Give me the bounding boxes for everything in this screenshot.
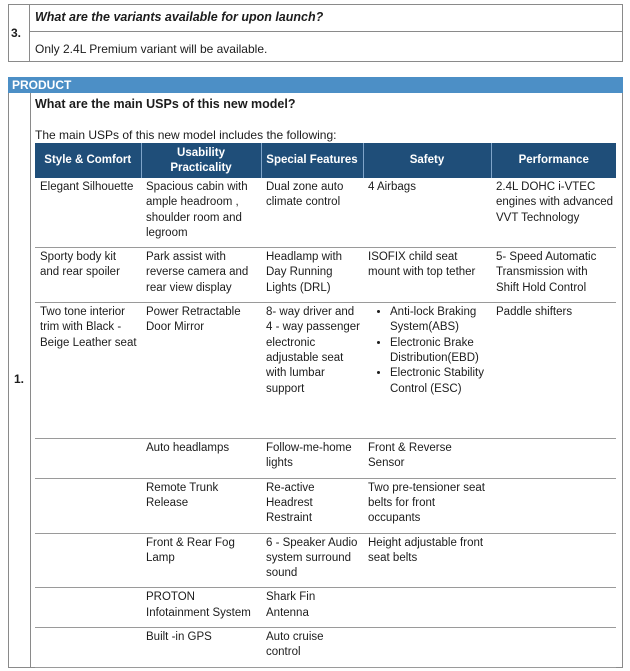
table-cell bbox=[35, 439, 141, 479]
question-3-text: What are the variants available for upon launch? bbox=[35, 10, 324, 24]
table-cell: ISOFIX child seat mount with top tether bbox=[363, 248, 491, 303]
table-cell: Front & Reverse Sensor bbox=[363, 439, 491, 479]
table-cell bbox=[363, 628, 491, 668]
question-1-number: 1. bbox=[14, 372, 25, 386]
table-cell bbox=[35, 628, 141, 668]
table-cell: PROTON Infotainment System bbox=[141, 588, 261, 628]
table-cell: Spacious cabin with ample headroom , shoulder room and legroom bbox=[141, 178, 261, 248]
table-row bbox=[35, 248, 616, 303]
table-cell: 4 Airbags bbox=[363, 178, 491, 248]
table-cell bbox=[491, 478, 616, 533]
table-cell: Front & Rear Fog Lamp bbox=[141, 533, 261, 588]
list-item: • Electronic Brake Distribution(EBD) bbox=[390, 336, 488, 367]
table-cell bbox=[491, 439, 616, 479]
question-3-divider bbox=[30, 31, 623, 32]
table-cell: Headlamp with Day Running Lights (DRL) bbox=[261, 248, 363, 303]
table-row bbox=[35, 478, 616, 533]
question-1-number-divider bbox=[30, 93, 31, 668]
table-cell: Park assist with reverse camera and rear view display bbox=[141, 248, 261, 303]
table-cell bbox=[363, 303, 491, 439]
question-3-number: 3. bbox=[11, 26, 22, 40]
table-row bbox=[35, 588, 616, 628]
table-cell: Follow-me-home lights bbox=[261, 439, 363, 479]
table-cell: 2.4L DOHC i-VTEC engines with advanced VVT Technology bbox=[491, 178, 616, 248]
header-style-comfort: Style & Comfort bbox=[35, 143, 141, 178]
usp-table-header-row bbox=[35, 143, 616, 178]
table-cell bbox=[35, 588, 141, 628]
question-1-text: What are the main USPs of this new model? bbox=[35, 97, 296, 111]
table-cell bbox=[491, 588, 616, 628]
table-cell bbox=[35, 478, 141, 533]
table-cell: Paddle shifters bbox=[491, 303, 616, 439]
table-cell: Remote Trunk Release bbox=[141, 478, 261, 533]
list-item: • Anti-lock Braking System(ABS) bbox=[390, 305, 488, 336]
header-usability-practicality: Usability Practicality bbox=[141, 143, 261, 178]
header-special-features: Special Features bbox=[261, 143, 363, 178]
table-cell bbox=[491, 533, 616, 588]
table-row bbox=[35, 303, 616, 439]
table-cell bbox=[363, 588, 491, 628]
table-cell: Shark Fin Antenna bbox=[261, 588, 363, 628]
table-cell: Power Retractable Door Mirror bbox=[141, 303, 261, 439]
table-cell: Auto cruise control bbox=[261, 628, 363, 668]
header-safety: Safety bbox=[363, 143, 491, 178]
table-cell: Two pre-tensioner seat belts for front occupants bbox=[363, 478, 491, 533]
table-cell: Auto headlamps bbox=[141, 439, 261, 479]
table-cell: Re-active Headrest Restraint bbox=[261, 478, 363, 533]
table-cell: Height adjustable front seat belts bbox=[363, 533, 491, 588]
table-cell: Built -in GPS bbox=[141, 628, 261, 668]
table-cell: Two tone interior trim with Black - Beige Leather seat bbox=[35, 303, 141, 439]
table-cell bbox=[491, 628, 616, 668]
table-cell bbox=[35, 533, 141, 588]
table-row bbox=[35, 439, 616, 479]
safety-bullet-list bbox=[368, 305, 488, 397]
header-performance: Performance bbox=[491, 143, 616, 178]
table-cell: 5- Speed Automatic Transmission with Shift Hold Control bbox=[491, 248, 616, 303]
table-row bbox=[35, 178, 616, 248]
table-cell: Dual zone auto climate control bbox=[261, 178, 363, 248]
usp-table bbox=[35, 143, 616, 668]
table-cell: 6 - Speaker Audio system surround sound bbox=[261, 533, 363, 588]
table-row bbox=[35, 533, 616, 588]
table-cell: 8- way driver and 4 - way passenger electronic adjustable seat with lumbar support bbox=[261, 303, 363, 439]
question-3-answer: Only 2.4L Premium variant will be available. bbox=[35, 42, 268, 56]
section-header-product: PRODUCT bbox=[8, 77, 623, 93]
table-cell: Sporty body kit and rear spoiler bbox=[35, 248, 141, 303]
table-row bbox=[35, 628, 616, 668]
table-cell: Elegant Silhouette bbox=[35, 178, 141, 248]
question-1-intro: The main USPs of this new model includes the following: bbox=[35, 128, 337, 142]
list-item: • Electronic Stability Control (ESC) bbox=[390, 366, 488, 397]
